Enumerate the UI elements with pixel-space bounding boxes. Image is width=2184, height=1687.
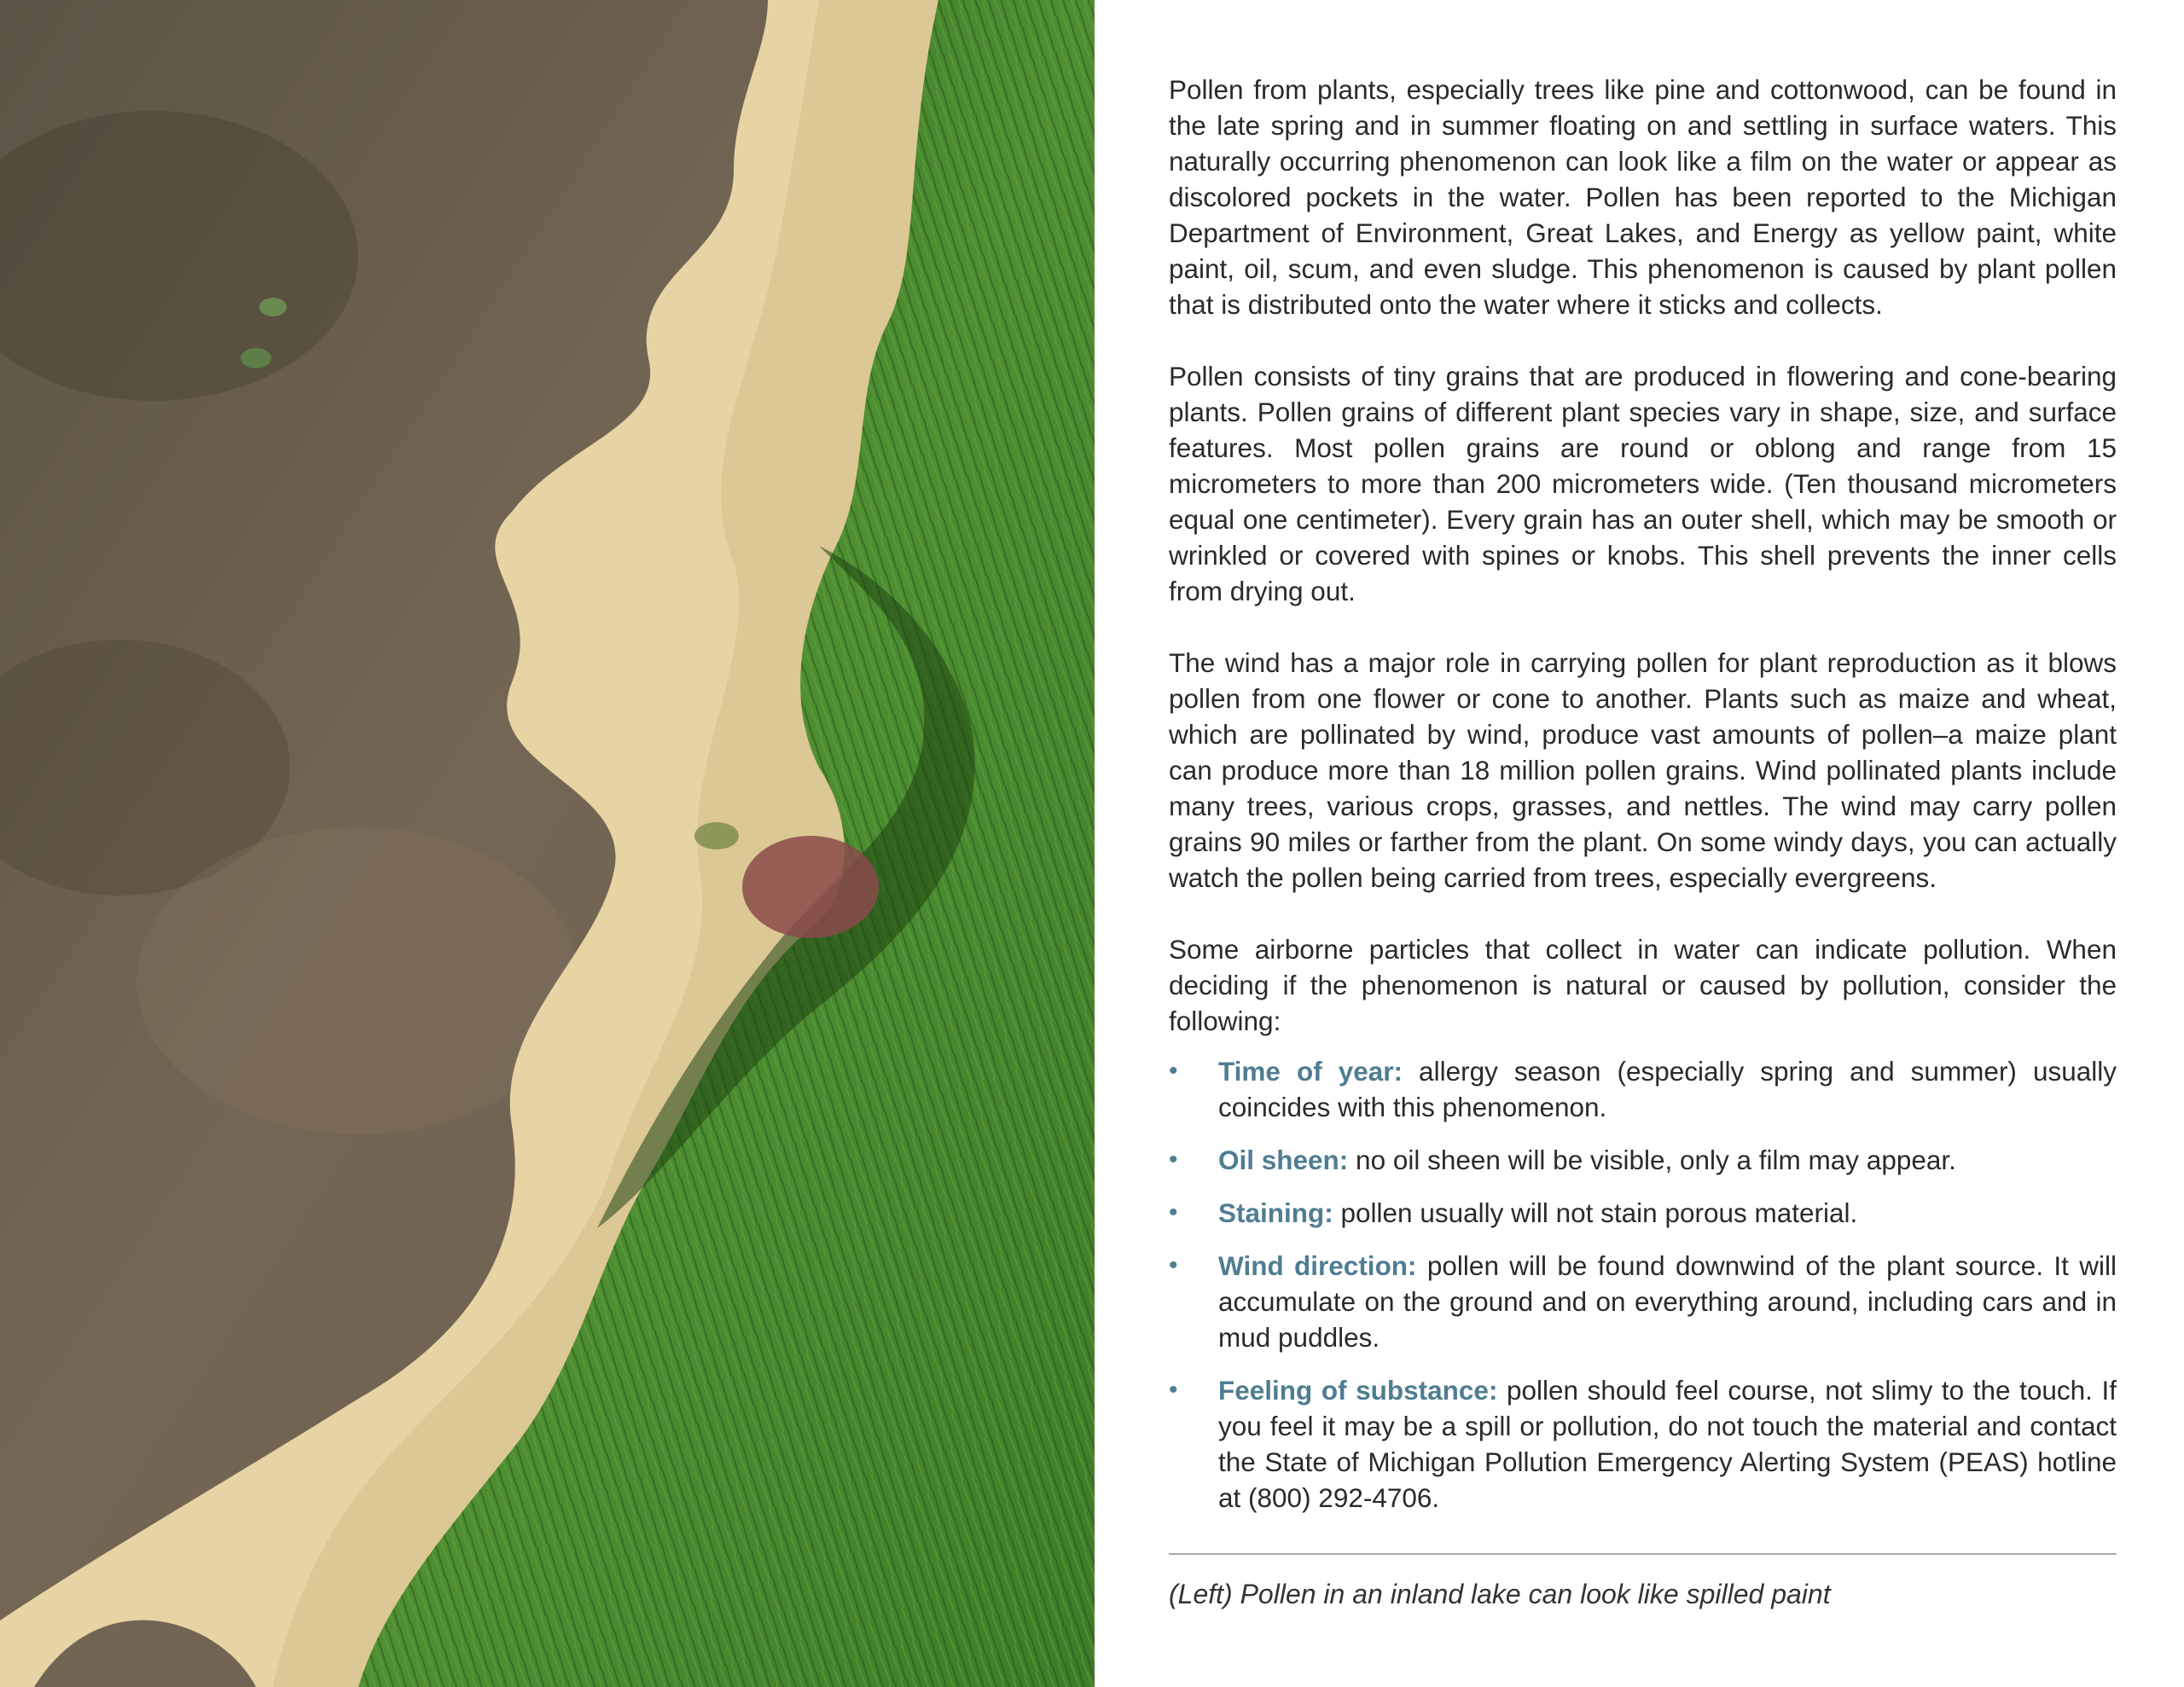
bullet-icon: • (1169, 1251, 1178, 1279)
paragraph-pollution: Some airborne particles that collect in water can indicate pollution. When deciding if the phenomenon is natural or caused by pollution, consider the following: (1169, 934, 2117, 1036)
bullet-icon: • (1169, 1145, 1178, 1174)
bullet-icon: • (1169, 1198, 1178, 1226)
tip-text: pollen should feel course, not slimy to the touch. If you feel it may be a spill or pollution, do not touch the material and contact the State of Michigan Pollution Emergency Alerting System (PEAS) hotline at (800) 292-4706. (1218, 1375, 2117, 1513)
paragraph-wind: The wind has a major role in carrying pollen for plant reproduction as it blows pollen from one flower or cone to another. Plants such as maize and wheat, which are pollinated by wind, produce vast amounts of pollen–a maize plant can produce more than 18 million pollen grains. Wind pollinated plants include many trees, various crops, grasses, and nettles. The wind may carry pollen grains 90 miles or farther from the plant. On some windy days, you can actually watch the pollen being carried from trees, especially evergreens. (1169, 647, 2117, 893)
lily-pad (742, 836, 879, 938)
lily-pad (241, 348, 271, 368)
tip-label: Time of year: (1218, 1056, 1403, 1087)
tip-text: pollen will be found downwind of the plant source. It will accumulate on the ground and on everything around, including cars and in mud puddles. (1218, 1250, 2117, 1353)
list-item-staining (1169, 1195, 2117, 1231)
divider (1169, 1553, 2117, 1555)
list-item-wind-direction (1169, 1248, 2117, 1355)
article-text (1169, 72, 2117, 1611)
lily-pad (694, 822, 739, 849)
photo-caption: (Left) Pollen in an inland lake can look like spilled paint (1169, 1579, 1831, 1609)
list-item-oil-sheen (1169, 1142, 2117, 1178)
bullet-icon: • (1169, 1057, 1178, 1085)
tip-text: allergy season (especially spring and summer) usually coincides with this phenomenon. (1218, 1056, 2117, 1122)
tip-text: no oil sheen will be visible, only a film may appear. (1348, 1145, 1956, 1175)
list-item-feeling-of-substance (1169, 1372, 2117, 1516)
tip-label: Wind direction: (1218, 1250, 1417, 1281)
considerations-list (1169, 1053, 2117, 1516)
paragraph-grains: Pollen consists of tiny grains that are produced in flowering and cone-bearing plants. Pollen grains of different plant species vary in shape, size, and surface features. Most pollen grains are round or oblong and range from 15 micrometers to more than 200 micrometers wide. (Ten thousand micrometers equal one centimeter). Every grain has an outer shell, which may be smooth or wrinkled or covered with spines or knobs. This shell prevents the inner cells from drying out. (1169, 361, 2117, 606)
tip-label: Oil sheen: (1218, 1145, 1349, 1175)
bullet-icon: • (1169, 1376, 1178, 1404)
tip-text: pollen usually will not stain porous material. (1333, 1197, 1858, 1228)
list-item-time-of-year (1169, 1053, 2117, 1125)
paragraph-intro: Pollen from plants, especially trees like pine and cottonwood, can be found in the late spring and in summer floating on and settling in surface waters. This naturally occurring phenomenon can look like a film on the water or appear as discolored pockets in the water. Pollen has been reported to the Michigan Department of Environment, Great Lakes, and Energy as yellow paint, white paint, oil, scum, and even sludge. This phenomenon is caused by plant pollen that is distributed onto the water where it sticks and collects. (1169, 74, 2117, 320)
tip-label: Staining: (1218, 1197, 1333, 1228)
lily-pad (259, 298, 287, 316)
tip-label: Feeling of substance: (1218, 1375, 1498, 1406)
